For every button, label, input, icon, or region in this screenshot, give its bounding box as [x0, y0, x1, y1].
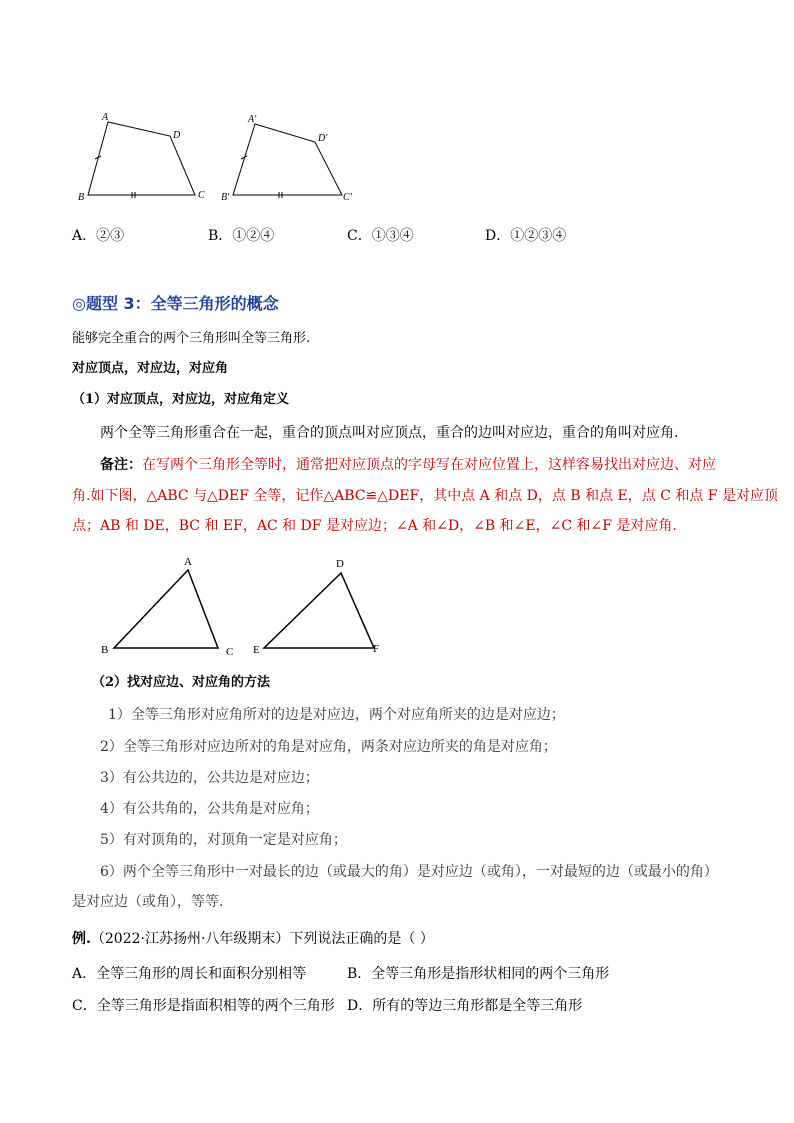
example-option-a[interactable]: A．全等三角形的周长和面积分别相等: [72, 966, 307, 982]
triangle-figures: [96, 552, 396, 662]
label-B: B: [78, 192, 85, 203]
example-option-c[interactable]: C．全等三角形是指面积相等的两个三角形: [72, 998, 335, 1014]
example-stem: [72, 929, 434, 949]
option-c[interactable]: C．①③④: [347, 228, 414, 244]
quadrilateral-figures: [70, 108, 370, 208]
label-tri-D: D: [336, 558, 344, 570]
part2-heading: （2）找对应边、对应角的方法: [92, 675, 271, 690]
note-line-3: 点；AB 和 DE，BC 和 EF，AC 和 DF 是对应边；∠A 和∠D，∠B 和∠E，∠C 和∠F 是对应角.: [72, 518, 677, 534]
label-D: D: [173, 130, 181, 141]
label-A: A: [102, 112, 109, 123]
method-4: 4）有公共角的，公共角是对应角；: [100, 801, 319, 817]
example-option-d[interactable]: D．所有的等边三角形都是全等三角形: [347, 998, 583, 1014]
part1-definition: 两个全等三角形重合在一起，重合的顶点叫对应顶点，重合的边叫对应边，重合的角叫对应角.: [100, 425, 679, 441]
method-5: 5）有对顶角的，对顶角一定是对应角；: [100, 832, 347, 848]
part1-heading: （1）对应顶点，对应边，对应角定义: [72, 392, 290, 407]
note-line-1: [100, 455, 716, 475]
section-title: ◎题型 3：全等三角形的概念: [72, 294, 279, 313]
note-label: 备注：: [100, 457, 142, 473]
example-option-b[interactable]: B．全等三角形是指形状相同的两个三角形: [347, 966, 610, 982]
option-b[interactable]: B．①②④: [208, 228, 275, 244]
note-text-1: 在写两个三角形全等时，通常把对应顶点的字母写在对应位置上，这样容易找出对应边、对应: [142, 457, 716, 473]
option-a[interactable]: A．②③: [72, 228, 125, 244]
method-1: 1）全等三角形对应角所对的边是对应边，两个对应角所夹的边是对应边；: [108, 707, 565, 723]
method-6-continued: 是对应边（或角），等等.: [72, 894, 224, 910]
label-C-prime: C': [343, 192, 352, 203]
method-2: 2）全等三角形对应边所对的角是对应角，两条对应边所夹的角是对应角；: [100, 739, 557, 755]
label-tri-C: C: [226, 646, 234, 658]
intro-text: 能够完全重合的两个三角形叫全等三角形.: [72, 331, 311, 346]
method-6: 6）两个全等三角形中一对最长的边（或最大的角）是对应边（或角），一对最短的边（或最小的角）: [100, 864, 718, 880]
example-question: （2022·江苏扬州·八年级期末）下列说法正确的是（ ）: [90, 931, 434, 947]
label-tri-F: F: [373, 643, 380, 655]
label-tri-B: B: [101, 644, 109, 656]
method-3: 3）有公共边的，公共边是对应边；: [100, 770, 319, 786]
label-tri-E: E: [253, 644, 260, 656]
label-A-prime: A': [248, 114, 257, 125]
sub-heading: 对应顶点，对应边，对应角: [72, 361, 229, 376]
label-tri-A: A: [184, 556, 192, 568]
label-D-prime: D': [318, 133, 328, 144]
label-C: C: [198, 190, 205, 201]
label-B-prime: B': [221, 192, 230, 203]
option-d[interactable]: D．①②③④: [485, 228, 567, 244]
note-line-2: 角.如下图，△ABC 与△DEF 全等，记作△ABC≌△DEF，其中点 A 和点 D，点 B 和点 E，点 C 和点 F 是对应顶: [72, 488, 778, 504]
example-label: 例.: [72, 931, 91, 947]
